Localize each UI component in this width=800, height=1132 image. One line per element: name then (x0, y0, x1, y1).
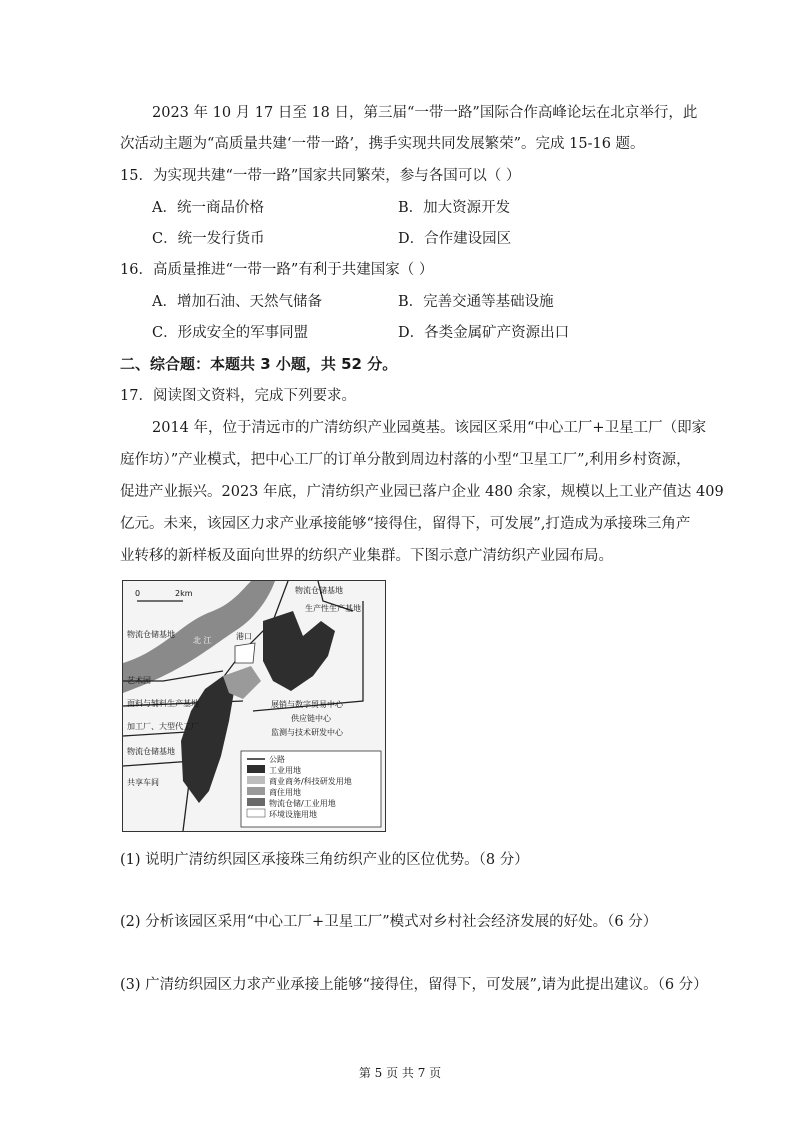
intro-line-1: 2023 年 10 月 17 日至 18 日，第三届“一带一路”国际合作高峰论坛在北京举行，此 (152, 105, 698, 121)
port-zone (235, 643, 255, 663)
q15-option-d: D．合作建设园区 (398, 231, 512, 247)
label-shared-workshop: 共享车间 (127, 778, 159, 787)
q16-option-c: C．形成安全的军事同盟 (152, 325, 309, 341)
label-fabric: 面料与辅料生产基地 (127, 699, 199, 708)
q17-para-line-5: 业转移的新样板及面向世界的纺织产业集群。下图示意广清纺织产业园布局。 (120, 548, 613, 564)
q16-stem: 16．高质量推进“一带一路”有利于共建国家（ ） (120, 262, 434, 278)
section-2-heading: 二、综合题：本题共 3 小题，共 52 分。 (120, 355, 398, 373)
q17-sub-3: (3) 广清纺织园区力求产业承接上能够“接得住，留得下，可发展”,请为此提出建议。（6 分） (120, 977, 708, 993)
label-supply: 供应链中心 (291, 714, 331, 723)
intro-line-2: 次活动主题为“高质量共建‘一带一路’，携手实现共同发展繁荣”。完成 15-16 题。 (120, 136, 645, 152)
label-exhibit: 展销与数字贸易中心 (271, 700, 343, 709)
legend-swatch-logistics (247, 798, 265, 806)
label-logistics-left: 物流仓储基地 (127, 630, 175, 639)
label-logistics-top: 物流仓储基地 (295, 586, 343, 595)
q17-sub-1: (1) 说明广清纺织园区承接珠三角纺织产业的区位优势。（8 分） (120, 852, 529, 868)
legend-swatch-residential (247, 787, 265, 795)
legend-residential: 商住用地 (269, 788, 301, 797)
river-label: 北 江 (193, 636, 212, 645)
q17-para-line-3: 促进产业振兴。2023 年底，广清纺织产业园已落户企业 480 余家，规模以上工业产值达 409 (120, 484, 724, 500)
scale-label-zero: 0 (135, 589, 141, 598)
legend-logistics: 物流仓储/工业用地 (269, 799, 336, 808)
q16-option-b: B．完善交通等基础设施 (398, 294, 554, 310)
industrial-zone-north (263, 611, 335, 691)
q15-option-c: C．统一发行货币 (152, 231, 265, 247)
q15-stem: 15．为实现共建“一带一路”国家共同繁荣，参与各国可以（ ） (120, 168, 521, 184)
q16-option-d: D．各类金属矿产资源出口 (398, 325, 570, 341)
legend-environment: 环境设施用地 (269, 810, 317, 819)
legend-industrial: 工业用地 (269, 766, 301, 775)
legend-swatch-commercial (247, 776, 265, 784)
industrial-park-map (122, 580, 386, 832)
industrial-zone-south (181, 676, 235, 803)
legend-road: 公路 (269, 755, 285, 764)
label-port: 港口 (236, 632, 252, 641)
label-logistics-low: 物流仓储基地 (127, 747, 175, 756)
legend-commercial: 商业商务/科技研发用地 (269, 777, 352, 786)
label-production: 生产性生产基地 (305, 604, 361, 613)
label-factory: 加工厂、大型代工厂 (127, 722, 199, 731)
q17-para-line-2: 庭作坊）”产业模式，把中心工厂的订单分散到周边村落的小型“卫星工厂”,利用乡村资源， (120, 452, 691, 468)
q17-para-line-4: 亿元。未来，该园区力求产业承接能够“接得住，留得下，可发展”,打造成为承接珠三角产 (120, 516, 691, 532)
q15-option-b: B．加大资源开发 (398, 200, 511, 216)
scale-label-length: 2km (175, 589, 193, 598)
legend-swatch-environment (247, 809, 265, 817)
label-art: 艺术园 (127, 676, 151, 685)
q17-stem: 17．阅读图文资料，完成下列要求。 (120, 388, 356, 404)
q17-sub-2: (2) 分析该园区采用“中心工厂+卫星工厂”模式对乡村社会经济发展的好处。（6 分） (120, 914, 658, 930)
q16-option-a: A．增加石油、天然气储备 (152, 294, 322, 310)
q15-option-a: A．统一商品价格 (152, 200, 264, 216)
label-rd: 监测与技术研发中心 (271, 728, 343, 737)
q17-para-line-1: 2014 年，位于清远市的广清纺织产业园奠基。该园区采用“中心工厂+卫星工厂（即家 (152, 420, 707, 436)
legend-swatch-industrial (247, 765, 265, 773)
page-footer: 第 5 页 共 7 页 (358, 1066, 442, 1080)
